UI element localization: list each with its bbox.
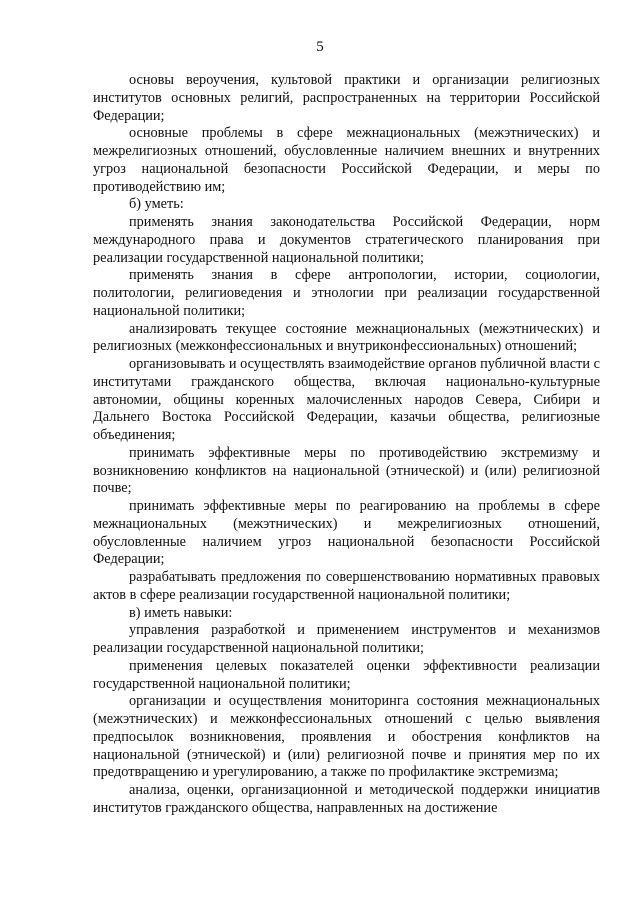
paragraph: применять знания в сфере антропологии, истории, социологии, политологии, религиоведения и этнологии при реализации государственной национальной политики;: [93, 267, 600, 319]
paragraph: анализа, оценки, организационной и методической поддержки инициатив институтов гражданского общества, направленных на достижение: [93, 782, 600, 816]
paragraph: анализировать текущее состояние межнациональных (межэтнических) и религиозных (межконфессиональных и внутриконфессиональных) отношений;: [93, 320, 600, 355]
section-heading: в) иметь навыки:: [129, 604, 233, 621]
page-number: 5: [316, 39, 324, 55]
paragraph: основы вероучения, культовой практики и организации религиозных институтов основных религий, распространенных на территории Российской Федерации;: [93, 72, 600, 124]
paragraph: основные проблемы в сфере межнациональных (межэтнических) и межрелигиозных отношений, обусловленные наличием внешних и внутренних угроз национальной безопасности Российской Федерации, и меры по противодействию им;: [93, 125, 600, 195]
paragraph: управления разработкой и применением инструментов и механизмов реализации государственной национальной политики;: [93, 622, 600, 656]
paragraph: принимать эффективные меры по противодействию экстремизму и возникновению конфликтов на национальной (этнической) и (или) религиозной почве;: [93, 444, 600, 497]
paragraph: разрабатывать предложения по совершенствованию нормативных правовых актов в сфере реализации государственной национальной политики;: [93, 569, 600, 603]
paragraph: принимать эффективные меры по реагированию на проблемы в сфере межнациональных (межэтнических) и межрелигиозных отношений, обусловленные наличием угроз национальной безопасности Российской Федерации;: [93, 498, 600, 568]
document-body: [93, 72, 600, 818]
paragraph: применения целевых показателей оценки эффективности реализации государственной национальной политики;: [93, 657, 600, 692]
paragraph: применять знания законодательства Российской Федерации, норм международного права и документов стратегического планирования при реализации государственной национальной политики;: [93, 214, 600, 266]
paragraph: организовывать и осуществлять взаимодействие органов публичной власти с институтами гражданского общества, включая национально-культурные автономии, общины коренных малочисленных народов Севера, Сибири и Дальнего Востока Российской Федерации, казачьи общества, религиозные объединения;: [93, 356, 600, 443]
section-heading: б) уметь:: [129, 196, 184, 213]
paragraph: организации и осуществления мониторинга состояния межнациональных (межэтнических) и межконфессиональных отношений с целью выявления предпосылок возникновения, проявления и обострения конфликтов на национальной (этнической) и (или) религиозной почве и принятия мер по их предотвращению и урегулированию, а также по профилактике экстремизма;: [93, 693, 600, 781]
